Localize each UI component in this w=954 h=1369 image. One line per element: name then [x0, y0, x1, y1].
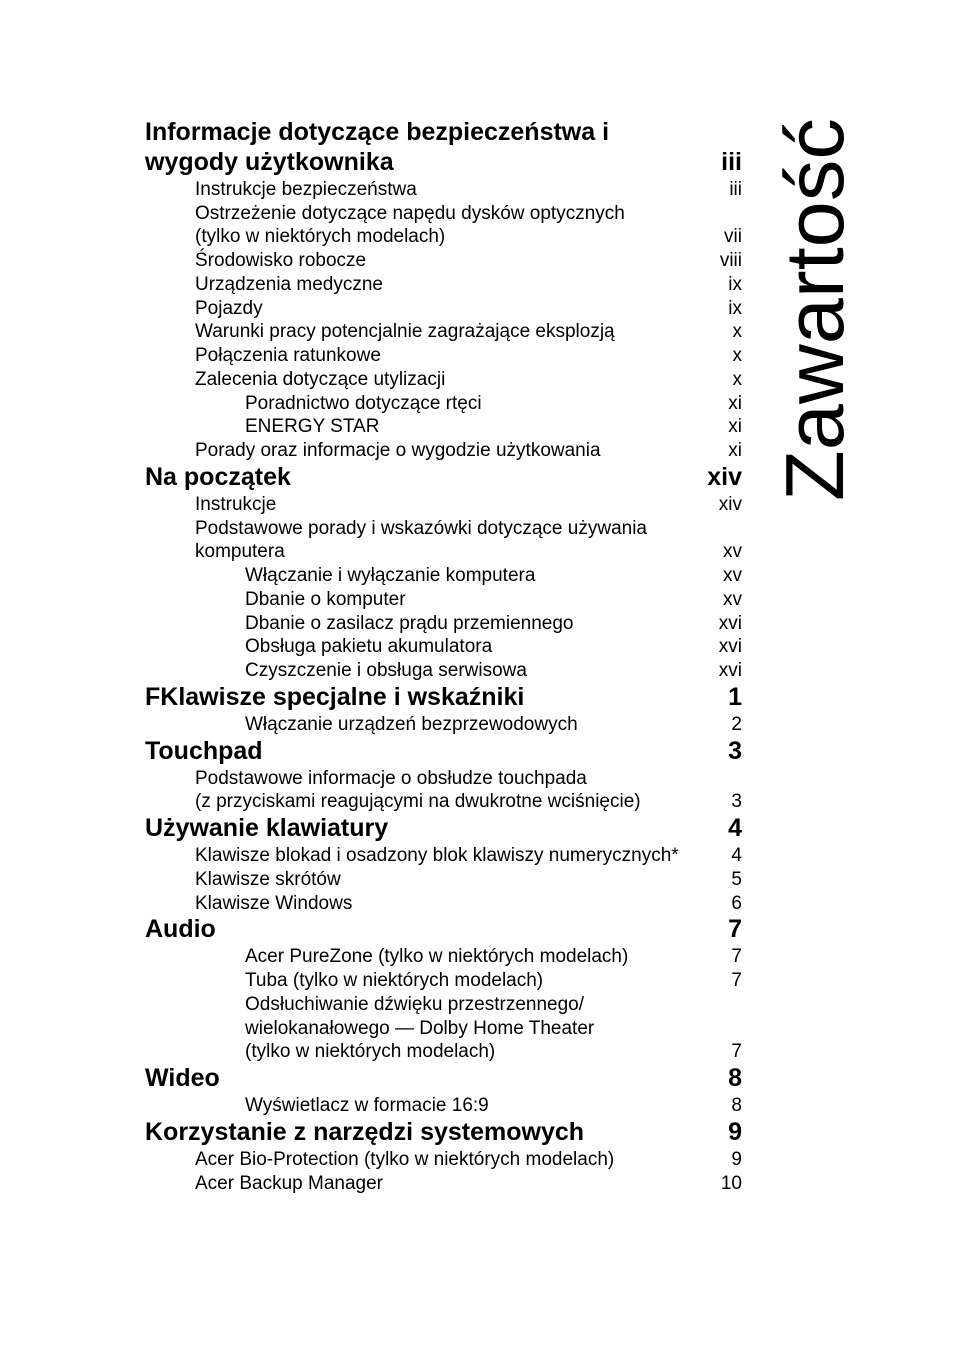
toc-entry [145, 493, 742, 517]
toc-heading-line: Informacje dotyczące bezpieczeństwa i [145, 117, 610, 146]
toc-subentry-line: (tylko w niektórych modelach) [245, 1041, 496, 1063]
toc-heading [145, 683, 742, 713]
toc-page-number: x [732, 321, 742, 343]
toc-heading-line: Wideo [145, 1064, 220, 1092]
toc-entry-line: (tylko w niektórych modelach) [195, 226, 446, 248]
toc-heading-title [145, 463, 291, 491]
toc-entry-line: Urządzenia medyczne [195, 273, 383, 295]
page-title-vertical: Zawartość [768, 118, 861, 501]
toc-heading-title [145, 117, 609, 178]
toc-entry-line: Podstawowe porady i wskazówki dotyczące używania [195, 517, 647, 539]
toc-page-number: xv [723, 541, 742, 563]
toc-page-number: xv [723, 588, 742, 610]
toc-subentry [145, 969, 742, 993]
toc-entry-title [195, 517, 647, 565]
toc-entry-title [195, 202, 625, 250]
toc-subentry-line: Czyszczenie i obsługa serwisowa [245, 660, 527, 681]
toc-subentry-title [245, 1094, 489, 1118]
toc-entry-title [195, 493, 276, 517]
toc-page-number: 3 [731, 791, 742, 813]
toc-subentry-line: wielokanałowego — Dolby Home Theater [245, 1017, 595, 1039]
toc-entry [145, 368, 742, 392]
toc-subentry-title [245, 969, 543, 993]
toc-page-number: 2 [731, 713, 742, 735]
toc-heading-title [145, 683, 524, 711]
toc-subentry [145, 635, 742, 659]
toc-subentry-line: Włączanie i wyłączanie komputera [245, 565, 536, 586]
toc-page-number: 7 [731, 970, 742, 991]
toc-page-number: 10 [720, 1172, 742, 1194]
toc-subentry-line: Dbanie o zasilacz prądu przemiennego [245, 612, 574, 634]
toc-page-number: 1 [728, 682, 742, 711]
toc-subentry-line: Wyświetlacz w formacie 16:9 [245, 1095, 489, 1116]
toc-entry [145, 1148, 742, 1172]
toc-page-number: xi [728, 416, 742, 438]
table-of-contents [145, 117, 742, 1196]
toc-subentry-title [245, 564, 535, 588]
toc-subentry-title [245, 415, 379, 439]
toc-page-number: x [732, 368, 742, 390]
toc-entry [145, 892, 742, 916]
toc-subentry [145, 415, 742, 439]
toc-subentry-line: Acer PureZone (tylko w niektórych modelach) [245, 946, 629, 968]
toc-entry-title [195, 1172, 383, 1196]
toc-subentry-line: Odsłuchiwanie dźwięku przestrzennego/ [245, 993, 585, 1015]
toc-heading-line: Używanie klawiatury [145, 814, 389, 842]
toc-entry-line: Porady oraz informacje o wygodzie użytkowania [195, 440, 601, 461]
toc-page-number: 9 [731, 1148, 742, 1170]
toc-heading [145, 1064, 742, 1094]
toc-entry [145, 844, 742, 868]
toc-entry-title [195, 344, 381, 368]
toc-page-number: viii [719, 250, 742, 271]
toc-entry-line: Instrukcje bezpieczeństwa [195, 178, 417, 200]
toc-entry [145, 320, 742, 344]
toc-heading-line: Audio [145, 915, 216, 944]
toc-page-number: xvi [718, 636, 742, 658]
toc-subentry [145, 564, 742, 588]
toc-entry-line: Acer Backup Manager [195, 1172, 383, 1194]
toc-page-number: 4 [728, 814, 742, 842]
toc-page-number: xvi [718, 660, 742, 681]
toc-entry [145, 344, 742, 368]
toc-heading-title [145, 1064, 220, 1092]
toc-entry-title [195, 868, 341, 892]
toc-subentry [145, 1094, 742, 1118]
toc-page-number: xiv [718, 493, 742, 515]
toc-entry-line: Podstawowe informacje o obsłudze touchpada [195, 767, 587, 789]
toc-entry-line: Połączenia ratunkowe [195, 345, 381, 366]
toc-subentry [145, 713, 742, 737]
toc-page-number: xi [728, 440, 742, 461]
toc-page-number: 7 [728, 915, 742, 944]
toc-entry [145, 273, 742, 297]
toc-page-number: vii [724, 226, 742, 248]
toc-page-number: 7 [731, 1041, 742, 1063]
toc-page-number: ix [728, 273, 742, 295]
toc-entry-line: Klawisze blokad i osadzony blok klawiszy numerycznych* [195, 845, 679, 866]
toc-subentry [145, 993, 742, 1064]
toc-page-number: xvi [718, 612, 742, 634]
toc-entry-title [195, 439, 601, 463]
toc-subentry-line: Włączanie urządzeń bezprzewodowych [245, 713, 578, 735]
toc-entry [145, 868, 742, 892]
toc-heading [145, 117, 742, 178]
toc-entry [145, 297, 742, 321]
toc-page-number: x [732, 345, 742, 366]
toc-entry [145, 249, 742, 273]
toc-subentry-title [245, 713, 578, 737]
toc-entry-title [195, 767, 641, 815]
toc-entry-title [195, 178, 417, 202]
toc-entry-line: Acer Bio-Protection (tylko w niektórych modelach) [195, 1148, 615, 1170]
toc-heading-line: Korzystanie z narzędzi systemowych [145, 1117, 585, 1146]
toc-entry-title [195, 249, 366, 273]
toc-entry [145, 439, 742, 463]
toc-subentry-title [245, 392, 482, 416]
toc-heading-title [145, 814, 388, 842]
toc-page-number: 5 [731, 868, 742, 890]
toc-entry-title [195, 368, 445, 392]
toc-page-number: iii [729, 178, 742, 200]
toc-heading [145, 814, 742, 844]
toc-entry-title [195, 844, 679, 868]
toc-entry [145, 178, 742, 202]
toc-entry [145, 202, 742, 250]
toc-entry-title [195, 273, 383, 297]
toc-page-number: xv [723, 565, 742, 586]
toc-entry [145, 1172, 742, 1196]
toc-subentry-line: Dbanie o komputer [245, 588, 406, 610]
toc-page-number: 7 [731, 946, 742, 968]
toc-heading [145, 915, 742, 945]
toc-subentry-title [245, 612, 573, 636]
toc-subentry-line: Obsługa pakietu akumulatora [245, 636, 493, 658]
toc-page-number: xiv [707, 462, 742, 491]
toc-page-number: 4 [731, 845, 742, 866]
toc-subentry-title [245, 659, 527, 683]
toc-entry-line: (z przyciskami reagującymi na dwukrotne wciśnięcie) [195, 791, 641, 813]
toc-page-number: iii [721, 148, 742, 177]
toc-subentry-title [245, 993, 594, 1064]
toc-entry-line: Zalecenia dotyczące utylizacji [195, 368, 446, 390]
toc-heading [145, 1118, 742, 1148]
toc-entry-title [195, 320, 615, 344]
toc-heading-title [145, 737, 263, 765]
toc-entry-line: Klawisze skrótów [195, 868, 341, 890]
toc-page-number: 8 [731, 1095, 742, 1116]
toc-heading-title [145, 915, 216, 943]
toc-page-number: 8 [728, 1064, 742, 1092]
toc-entry-line: Pojazdy [195, 297, 263, 319]
toc-heading [145, 737, 742, 767]
toc-page-number: 3 [728, 736, 742, 765]
toc-subentry-title [245, 635, 492, 659]
toc-subentry-title [245, 945, 628, 969]
toc-entry [145, 767, 742, 815]
toc-entry-line: Środowisko robocze [195, 250, 367, 271]
toc-entry-line: Instrukcje [195, 493, 277, 515]
toc-heading-line: FKlawisze specjalne i wskaźniki [145, 682, 525, 711]
toc-entry-title [195, 297, 263, 321]
toc-heading-line: wygody użytkownika [145, 148, 394, 177]
toc-subentry-line: Tuba (tylko w niektórych modelach) [245, 970, 544, 991]
toc-heading [145, 463, 742, 493]
toc-entry-title [195, 892, 352, 916]
toc-page-number: ix [728, 297, 742, 319]
toc-subentry [145, 945, 742, 969]
toc-subentry-title [245, 588, 406, 612]
toc-subentry-line: Poradnictwo dotyczące rtęci [245, 392, 482, 414]
toc-subentry [145, 659, 742, 683]
toc-subentry [145, 588, 742, 612]
toc-entry-line: komputera [195, 541, 285, 563]
toc-subentry [145, 612, 742, 636]
toc-page-number: 6 [731, 892, 742, 914]
toc-entry-line: Warunki pracy potencjalnie zagrażające eksplozją [195, 321, 615, 343]
toc-heading-title [145, 1118, 584, 1146]
toc-entry-line: Ostrzeżenie dotyczące napędu dysków optycznych [195, 202, 625, 224]
toc-page-number: xi [728, 392, 742, 414]
toc-heading-line: Touchpad [145, 736, 263, 765]
toc-subentry-line: ENERGY STAR [245, 416, 380, 438]
toc-entry-title [195, 1148, 614, 1172]
toc-entry-line: Klawisze Windows [195, 892, 353, 914]
toc-heading-line: Na początek [145, 462, 291, 491]
toc-subentry [145, 392, 742, 416]
toc-entry [145, 517, 742, 565]
toc-page-number: 9 [728, 1117, 742, 1146]
